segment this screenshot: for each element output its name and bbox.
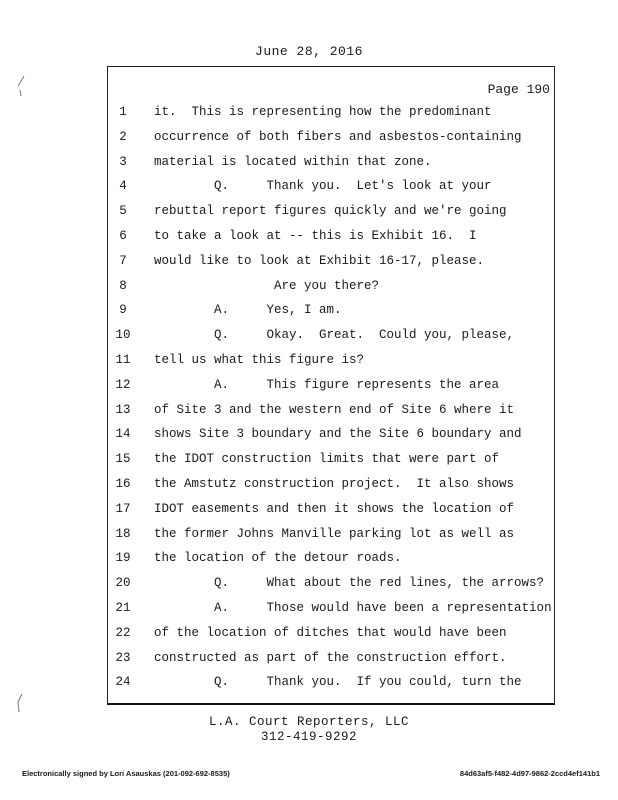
line-number: 12 xyxy=(115,377,131,392)
scan-mark-top-left xyxy=(14,74,28,98)
transcript-line xyxy=(0,226,618,246)
line-text: the Amstutz construction project. It also shows xyxy=(154,477,515,491)
line-number: 2 xyxy=(119,129,127,144)
transcript-line xyxy=(0,176,618,196)
line-text: tell us what this figure is? xyxy=(154,353,365,367)
line-text: would like to look at Exhibit 16-17, please. xyxy=(154,253,485,268)
line-text: rebuttal report figures quickly and we're going xyxy=(154,204,507,219)
line-number: 13 xyxy=(115,402,131,417)
line-number: 24 xyxy=(115,675,131,690)
line-text: A. Yes, I am. xyxy=(154,303,342,318)
line-text: of Site 3 and the western end of Site 6 where it xyxy=(154,402,515,417)
line-number: 6 xyxy=(119,229,127,243)
line-text: Q. Thank you. If you could, turn the xyxy=(154,675,522,690)
line-text: Are you there? xyxy=(154,278,380,293)
line-text: A. Those would have been a representation xyxy=(154,601,552,615)
transcript-line xyxy=(0,449,618,469)
transcript-line xyxy=(0,672,618,692)
line-text: occurrence of both fibers and asbestos-containing xyxy=(154,129,522,144)
scan-mark-bottom-left xyxy=(14,692,26,716)
transcript-line xyxy=(0,598,618,618)
line-number: 20 xyxy=(115,576,131,591)
line-number: 7 xyxy=(119,253,127,268)
transcript-line xyxy=(0,623,618,643)
line-number: 16 xyxy=(115,477,131,491)
transcript-date: June 28, 2016 xyxy=(255,44,363,59)
line-number: 8 xyxy=(119,278,127,293)
line-number: 9 xyxy=(119,303,127,318)
transcript-line xyxy=(0,474,618,494)
line-number: 19 xyxy=(115,551,131,566)
line-text: to take a look at -- this is Exhibit 16. I xyxy=(154,229,477,243)
transcript-line xyxy=(0,648,618,668)
electronic-signature-note: Electronically signed by Lori Asauskas (201-092-692-8535) xyxy=(22,769,230,778)
transcript-line xyxy=(0,300,618,320)
line-number: 21 xyxy=(115,601,131,615)
line-number: 18 xyxy=(115,526,131,541)
line-text: the former Johns Manville parking lot as well as xyxy=(154,526,515,541)
line-number: 1 xyxy=(119,105,127,119)
line-number: 5 xyxy=(119,204,127,219)
transcript-line xyxy=(0,201,618,221)
line-text: Q. Okay. Great. Could you, please, xyxy=(154,328,515,343)
line-text: it. This is representing how the predominant xyxy=(154,105,492,119)
transcript-line xyxy=(0,251,618,271)
transcript-line xyxy=(0,499,618,519)
line-text: constructed as part of the construction effort. xyxy=(154,650,507,665)
transcript-line xyxy=(0,325,618,345)
line-number: 3 xyxy=(119,154,127,169)
transcript-line xyxy=(0,350,618,370)
line-number: 23 xyxy=(115,650,131,665)
line-text: the IDOT construction limits that were part of xyxy=(154,452,500,467)
page-number: Page 190 xyxy=(487,82,550,97)
transcript-line xyxy=(0,127,618,147)
line-number: 4 xyxy=(119,179,127,194)
transcript-line xyxy=(0,152,618,172)
line-text: Q. What about the red lines, the arrows? xyxy=(154,576,545,591)
line-text: A. This figure represents the area xyxy=(154,377,500,392)
transcript-line xyxy=(0,424,618,444)
line-number: 11 xyxy=(115,353,131,367)
line-text: of the location of ditches that would have been xyxy=(154,625,507,640)
line-text: material is located within that zone. xyxy=(154,154,432,169)
line-number: 17 xyxy=(115,501,131,516)
transcript-line xyxy=(0,548,618,568)
transcript-line xyxy=(0,375,618,395)
line-number: 22 xyxy=(115,625,131,640)
court-reporter-name: L.A. Court Reporters, LLC xyxy=(208,715,410,729)
transcript-line xyxy=(0,524,618,544)
transcript-line xyxy=(0,573,618,593)
line-text: shows Site 3 boundary and the Site 6 boundary and xyxy=(154,427,522,442)
line-number: 15 xyxy=(115,452,131,467)
line-number: 10 xyxy=(115,328,131,343)
line-text: Q. Thank you. Let's look at your xyxy=(154,179,492,194)
transcript-line xyxy=(0,102,618,122)
document-id: 84d63af5-f482-4d97-9862-2ccd4ef141b1 xyxy=(459,769,600,778)
line-number: 14 xyxy=(115,427,131,442)
line-text: the location of the detour roads. xyxy=(154,551,402,566)
line-text: IDOT easements and then it shows the location of xyxy=(154,501,515,516)
court-reporter-phone: 312-419-9292 xyxy=(260,730,357,744)
transcript-line xyxy=(0,276,618,296)
transcript-line xyxy=(0,400,618,420)
